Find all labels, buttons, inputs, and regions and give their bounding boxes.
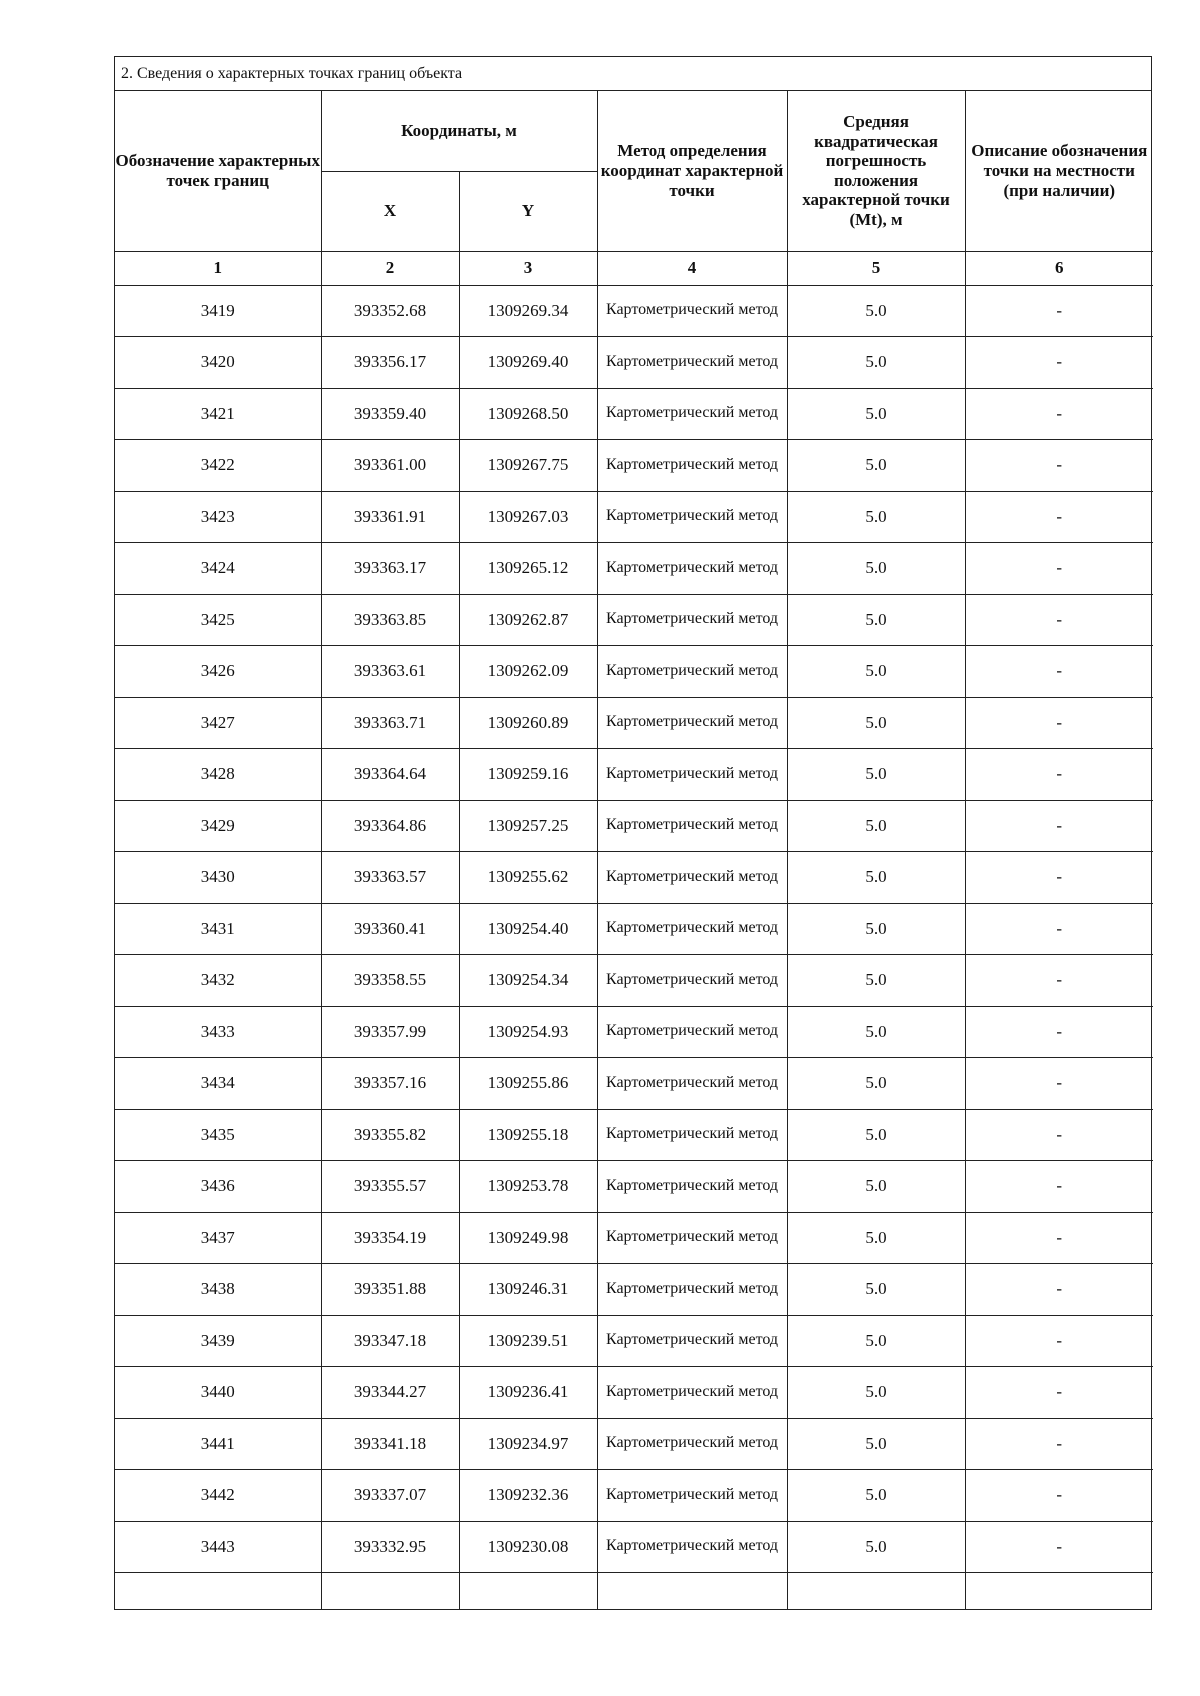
empty-cell xyxy=(321,1573,459,1610)
column-number: 1 xyxy=(115,251,321,285)
y-coordinate-cell: 1309269.40 xyxy=(459,337,597,389)
point-id-cell: 3422 xyxy=(115,440,321,492)
table-row xyxy=(115,440,1153,492)
method-cell: Картометрический метод xyxy=(597,440,787,492)
method-cell: Картометрический метод xyxy=(597,955,787,1007)
x-coordinate-cell: 393355.82 xyxy=(321,1109,459,1161)
y-coordinate-cell: 1309262.87 xyxy=(459,594,597,646)
description-cell: - xyxy=(965,543,1153,595)
table-row xyxy=(115,285,1153,337)
mean-square-error-cell: 5.0 xyxy=(787,1521,965,1573)
header-point-designation: Обозначение характерных точек границ xyxy=(115,91,321,251)
y-coordinate-cell: 1309269.34 xyxy=(459,285,597,337)
x-coordinate-cell: 393347.18 xyxy=(321,1315,459,1367)
x-coordinate-cell: 393361.00 xyxy=(321,440,459,492)
mean-square-error-cell: 5.0 xyxy=(787,337,965,389)
y-coordinate-cell: 1309253.78 xyxy=(459,1161,597,1213)
point-id-cell: 3436 xyxy=(115,1161,321,1213)
mean-square-error-cell: 5.0 xyxy=(787,1367,965,1419)
point-id-cell: 3425 xyxy=(115,594,321,646)
table-row xyxy=(115,1367,1153,1419)
mean-square-error-cell: 5.0 xyxy=(787,1212,965,1264)
x-coordinate-cell: 393361.91 xyxy=(321,491,459,543)
y-coordinate-cell: 1309255.18 xyxy=(459,1109,597,1161)
description-cell: - xyxy=(965,1418,1153,1470)
point-id-cell: 3434 xyxy=(115,1058,321,1110)
point-id-cell: 3431 xyxy=(115,903,321,955)
method-cell: Картометрический метод xyxy=(597,1058,787,1110)
x-coordinate-cell: 393358.55 xyxy=(321,955,459,1007)
description-cell: - xyxy=(965,646,1153,698)
table-row xyxy=(115,749,1153,801)
x-coordinate-cell: 393355.57 xyxy=(321,1161,459,1213)
description-cell: - xyxy=(965,1521,1153,1573)
mean-square-error-cell: 5.0 xyxy=(787,388,965,440)
point-id-cell: 3442 xyxy=(115,1470,321,1522)
description-cell: - xyxy=(965,285,1153,337)
method-cell: Картометрический метод xyxy=(597,749,787,801)
table-row xyxy=(115,1006,1153,1058)
method-cell: Картометрический метод xyxy=(597,1109,787,1161)
description-cell: - xyxy=(965,1315,1153,1367)
point-id-cell: 3440 xyxy=(115,1367,321,1419)
y-coordinate-cell: 1309230.08 xyxy=(459,1521,597,1573)
y-coordinate-cell: 1309236.41 xyxy=(459,1367,597,1419)
mean-square-error-cell: 5.0 xyxy=(787,1315,965,1367)
mean-square-error-cell: 5.0 xyxy=(787,1058,965,1110)
description-cell: - xyxy=(965,440,1153,492)
description-cell: - xyxy=(965,1161,1153,1213)
y-coordinate-cell: 1309260.89 xyxy=(459,697,597,749)
x-coordinate-cell: 393356.17 xyxy=(321,337,459,389)
table-row xyxy=(115,1521,1153,1573)
description-cell: - xyxy=(965,1006,1153,1058)
description-cell: - xyxy=(965,1058,1153,1110)
x-coordinate-cell: 393352.68 xyxy=(321,285,459,337)
column-number: 4 xyxy=(597,251,787,285)
y-coordinate-cell: 1309267.03 xyxy=(459,491,597,543)
point-id-cell: 3427 xyxy=(115,697,321,749)
y-coordinate-cell: 1309259.16 xyxy=(459,749,597,801)
header-description: Описание обозначения точки на местности (при наличии) xyxy=(965,91,1153,251)
mean-square-error-cell: 5.0 xyxy=(787,1470,965,1522)
table-row xyxy=(115,1109,1153,1161)
empty-cell xyxy=(115,1573,321,1610)
table-row xyxy=(115,1315,1153,1367)
table-row xyxy=(115,594,1153,646)
description-cell: - xyxy=(965,1367,1153,1419)
empty-cell xyxy=(597,1573,787,1610)
mean-square-error-cell: 5.0 xyxy=(787,800,965,852)
y-coordinate-cell: 1309268.50 xyxy=(459,388,597,440)
empty-cell xyxy=(965,1573,1153,1610)
header-coordinates: Координаты, м xyxy=(321,91,597,171)
description-cell: - xyxy=(965,594,1153,646)
x-coordinate-cell: 393337.07 xyxy=(321,1470,459,1522)
header-y: Y xyxy=(459,171,597,251)
point-id-cell: 3441 xyxy=(115,1418,321,1470)
mean-square-error-cell: 5.0 xyxy=(787,955,965,1007)
mean-square-error-cell: 5.0 xyxy=(787,852,965,904)
table-row xyxy=(115,1418,1153,1470)
method-cell: Картометрический метод xyxy=(597,646,787,698)
x-coordinate-cell: 393357.99 xyxy=(321,1006,459,1058)
x-coordinate-cell: 393363.57 xyxy=(321,852,459,904)
y-coordinate-cell: 1309255.62 xyxy=(459,852,597,904)
y-coordinate-cell: 1309239.51 xyxy=(459,1315,597,1367)
section-title: 2. Сведения о характерных точках границ объекта xyxy=(115,57,1151,91)
method-cell: Картометрический метод xyxy=(597,1161,787,1213)
description-cell: - xyxy=(965,491,1153,543)
description-cell: - xyxy=(965,955,1153,1007)
table-row xyxy=(115,646,1153,698)
y-coordinate-cell: 1309234.97 xyxy=(459,1418,597,1470)
description-cell: - xyxy=(965,800,1153,852)
y-coordinate-cell: 1309267.75 xyxy=(459,440,597,492)
column-number: 6 xyxy=(965,251,1153,285)
header-mean-square-error: Средняя квадратическая погрешность положения характерной точки (Mt), м xyxy=(787,91,965,251)
mean-square-error-cell: 5.0 xyxy=(787,491,965,543)
table-body xyxy=(115,285,1153,1573)
description-cell: - xyxy=(965,388,1153,440)
y-coordinate-cell: 1309246.31 xyxy=(459,1264,597,1316)
description-cell: - xyxy=(965,852,1153,904)
method-cell: Картометрический метод xyxy=(597,388,787,440)
method-cell: Картометрический метод xyxy=(597,1315,787,1367)
x-coordinate-cell: 393351.88 xyxy=(321,1264,459,1316)
column-number: 5 xyxy=(787,251,965,285)
y-coordinate-cell: 1309254.34 xyxy=(459,955,597,1007)
mean-square-error-cell: 5.0 xyxy=(787,543,965,595)
empty-cell xyxy=(459,1573,597,1610)
point-id-cell: 3421 xyxy=(115,388,321,440)
method-cell: Картометрический метод xyxy=(597,1418,787,1470)
point-id-cell: 3426 xyxy=(115,646,321,698)
method-cell: Картометрический метод xyxy=(597,1470,787,1522)
point-id-cell: 3435 xyxy=(115,1109,321,1161)
column-number: 2 xyxy=(321,251,459,285)
description-cell: - xyxy=(965,337,1153,389)
x-coordinate-cell: 393341.18 xyxy=(321,1418,459,1470)
method-cell: Картометрический метод xyxy=(597,1367,787,1419)
table-row xyxy=(115,491,1153,543)
point-id-cell: 3419 xyxy=(115,285,321,337)
method-cell: Картометрический метод xyxy=(597,800,787,852)
x-coordinate-cell: 393359.40 xyxy=(321,388,459,440)
point-id-cell: 3437 xyxy=(115,1212,321,1264)
x-coordinate-cell: 393363.85 xyxy=(321,594,459,646)
table-row xyxy=(115,1212,1153,1264)
method-cell: Картометрический метод xyxy=(597,852,787,904)
y-coordinate-cell: 1309249.98 xyxy=(459,1212,597,1264)
point-id-cell: 3432 xyxy=(115,955,321,1007)
point-id-cell: 3424 xyxy=(115,543,321,595)
table-row xyxy=(115,388,1153,440)
method-cell: Картометрический метод xyxy=(597,697,787,749)
description-cell: - xyxy=(965,1264,1153,1316)
description-cell: - xyxy=(965,697,1153,749)
boundary-points-sheet xyxy=(114,56,1152,1610)
point-id-cell: 3430 xyxy=(115,852,321,904)
table-row xyxy=(115,1058,1153,1110)
method-cell: Картометрический метод xyxy=(597,1006,787,1058)
mean-square-error-cell: 5.0 xyxy=(787,1109,965,1161)
column-number: 3 xyxy=(459,251,597,285)
x-coordinate-cell: 393364.86 xyxy=(321,800,459,852)
point-id-cell: 3443 xyxy=(115,1521,321,1573)
table-row xyxy=(115,1161,1153,1213)
method-cell: Картометрический метод xyxy=(597,1264,787,1316)
mean-square-error-cell: 5.0 xyxy=(787,903,965,955)
empty-footer-row xyxy=(115,1573,1153,1610)
x-coordinate-cell: 393344.27 xyxy=(321,1367,459,1419)
header-method: Метод определения координат характерной точки xyxy=(597,91,787,251)
x-coordinate-cell: 393363.61 xyxy=(321,646,459,698)
method-cell: Картометрический метод xyxy=(597,543,787,595)
table-row xyxy=(115,697,1153,749)
x-coordinate-cell: 393364.64 xyxy=(321,749,459,801)
table-row xyxy=(115,800,1153,852)
method-cell: Картометрический метод xyxy=(597,337,787,389)
table-row xyxy=(115,1264,1153,1316)
description-cell: - xyxy=(965,749,1153,801)
mean-square-error-cell: 5.0 xyxy=(787,646,965,698)
y-coordinate-cell: 1309254.40 xyxy=(459,903,597,955)
y-coordinate-cell: 1309262.09 xyxy=(459,646,597,698)
x-coordinate-cell: 393354.19 xyxy=(321,1212,459,1264)
x-coordinate-cell: 393363.17 xyxy=(321,543,459,595)
description-cell: - xyxy=(965,1470,1153,1522)
point-id-cell: 3429 xyxy=(115,800,321,852)
mean-square-error-cell: 5.0 xyxy=(787,1161,965,1213)
method-cell: Картометрический метод xyxy=(597,1521,787,1573)
table-row xyxy=(115,955,1153,1007)
mean-square-error-cell: 5.0 xyxy=(787,697,965,749)
mean-square-error-cell: 5.0 xyxy=(787,594,965,646)
mean-square-error-cell: 5.0 xyxy=(787,285,965,337)
description-cell: - xyxy=(965,1212,1153,1264)
point-id-cell: 3423 xyxy=(115,491,321,543)
description-cell: - xyxy=(965,1109,1153,1161)
boundary-points-table xyxy=(115,91,1153,1609)
x-coordinate-cell: 393360.41 xyxy=(321,903,459,955)
x-coordinate-cell: 393332.95 xyxy=(321,1521,459,1573)
method-cell: Картометрический метод xyxy=(597,1212,787,1264)
mean-square-error-cell: 5.0 xyxy=(787,440,965,492)
point-id-cell: 3433 xyxy=(115,1006,321,1058)
x-coordinate-cell: 393357.16 xyxy=(321,1058,459,1110)
table-row xyxy=(115,903,1153,955)
point-id-cell: 3438 xyxy=(115,1264,321,1316)
mean-square-error-cell: 5.0 xyxy=(787,749,965,801)
mean-square-error-cell: 5.0 xyxy=(787,1264,965,1316)
method-cell: Картометрический метод xyxy=(597,903,787,955)
point-id-cell: 3420 xyxy=(115,337,321,389)
method-cell: Картометрический метод xyxy=(597,594,787,646)
table-row xyxy=(115,337,1153,389)
y-coordinate-cell: 1309254.93 xyxy=(459,1006,597,1058)
y-coordinate-cell: 1309255.86 xyxy=(459,1058,597,1110)
y-coordinate-cell: 1309265.12 xyxy=(459,543,597,595)
table-row xyxy=(115,543,1153,595)
mean-square-error-cell: 5.0 xyxy=(787,1006,965,1058)
method-cell: Картометрический метод xyxy=(597,491,787,543)
y-coordinate-cell: 1309232.36 xyxy=(459,1470,597,1522)
y-coordinate-cell: 1309257.25 xyxy=(459,800,597,852)
header-x: X xyxy=(321,171,459,251)
empty-cell xyxy=(787,1573,965,1610)
table-row xyxy=(115,852,1153,904)
table-row xyxy=(115,1470,1153,1522)
point-id-cell: 3428 xyxy=(115,749,321,801)
method-cell: Картометрический метод xyxy=(597,285,787,337)
mean-square-error-cell: 5.0 xyxy=(787,1418,965,1470)
description-cell: - xyxy=(965,903,1153,955)
x-coordinate-cell: 393363.71 xyxy=(321,697,459,749)
point-id-cell: 3439 xyxy=(115,1315,321,1367)
